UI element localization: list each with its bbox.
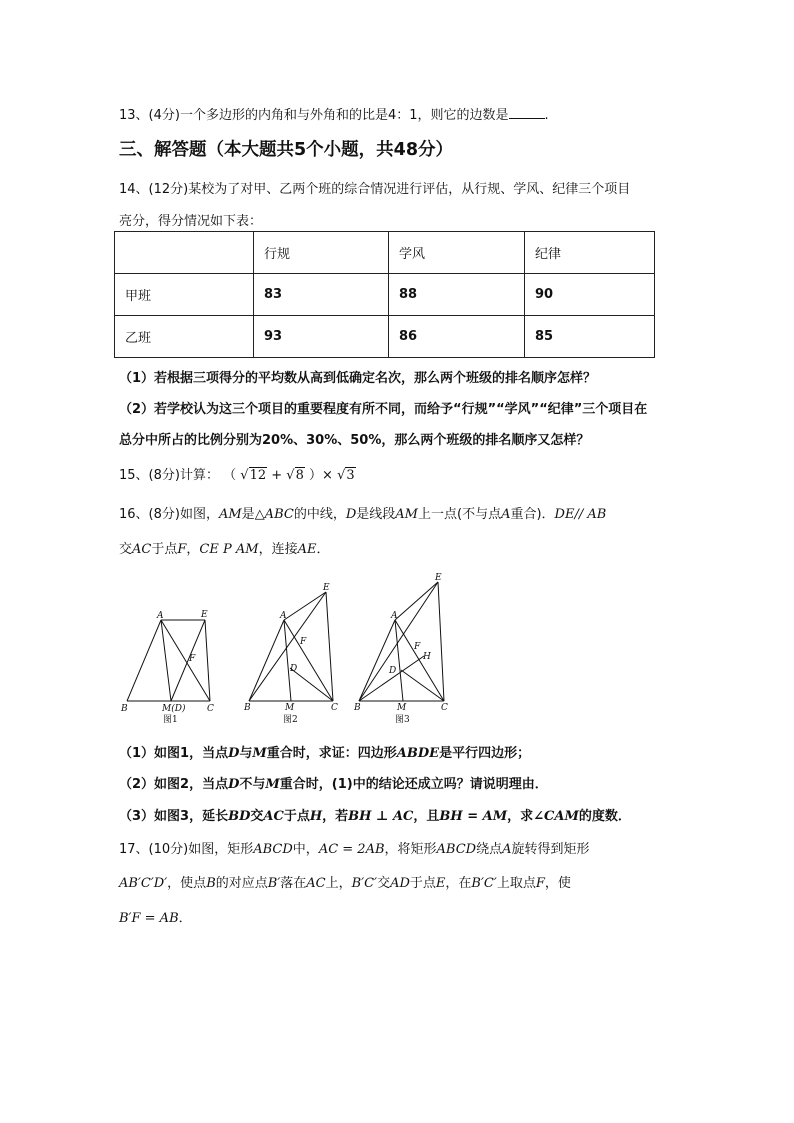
table-cell bbox=[115, 232, 254, 274]
fig2-label-f: F bbox=[300, 637, 307, 647]
fig3-label-a: A bbox=[391, 611, 398, 621]
fig3-label-h: H bbox=[423, 652, 431, 662]
table-cell: 83 bbox=[254, 274, 389, 316]
table-header-row bbox=[115, 232, 655, 274]
question-16-sub1: （1）如图1，当点D与M重合时，求证：四边形ABDE是平行四边形； bbox=[119, 746, 531, 761]
fig3-label-f: F bbox=[414, 642, 421, 652]
question-17-line3: B′F = AB． bbox=[119, 911, 192, 926]
figure-1 bbox=[127, 620, 210, 701]
sqrt-12: √12 bbox=[240, 468, 267, 483]
sqrt-3: √3 bbox=[337, 468, 355, 483]
section-heading: 三、解答题（本大题共5个小题，共48分） bbox=[119, 140, 454, 160]
fig1-caption: 图1 bbox=[163, 715, 178, 725]
sqrt-8: √8 bbox=[286, 468, 304, 483]
table-header: 学风 bbox=[389, 232, 525, 274]
table-header: 纪律 bbox=[525, 232, 655, 274]
fig2-label-b: B bbox=[244, 703, 251, 713]
table-cell: 乙班 bbox=[115, 316, 254, 358]
fig3-label-c: C bbox=[441, 703, 448, 713]
table-cell: 93 bbox=[254, 316, 389, 358]
table-cell: 甲班 bbox=[115, 274, 254, 316]
answer-blank[interactable] bbox=[509, 107, 545, 119]
fig1-label-md: M(D) bbox=[162, 704, 186, 714]
fig1-label-c: C bbox=[207, 704, 214, 714]
fig3-label-m: M bbox=[397, 703, 407, 713]
question-16-sub3: （3）如图3，延长BD交AC于点H，若BH ⊥ AC，且BH = AM，求∠CAM的度数． bbox=[119, 809, 631, 824]
question-14-sub2a: （2）若学校认为这三个项目的重要程度有所不同，而给予“行规”“学风”“纪律”三个项目在 bbox=[119, 402, 648, 417]
table-cell: 86 bbox=[389, 316, 525, 358]
table-header: 行规 bbox=[254, 232, 389, 274]
fig3-label-d: D bbox=[389, 666, 397, 676]
fig3-caption: 图3 bbox=[395, 715, 410, 725]
geometry-figures bbox=[0, 560, 794, 735]
figure-2 bbox=[249, 592, 333, 701]
score-table bbox=[114, 231, 655, 358]
table-row bbox=[115, 274, 655, 316]
fig2-caption: 图2 bbox=[283, 715, 298, 725]
question-15: 15、(8分)计算： （ √12 + √8 ）× √3 bbox=[119, 468, 355, 483]
fig2-label-e: E bbox=[323, 583, 330, 593]
table-cell: 85 bbox=[525, 316, 655, 358]
question-14-line1: 14、(12分)某校为了对甲、乙两个班的综合情况进行评估，从行规、学风、纪律三个项目 bbox=[119, 182, 631, 197]
figure-3 bbox=[359, 582, 444, 701]
fig2-label-a: A bbox=[280, 611, 287, 621]
fig3-label-e: E bbox=[435, 573, 442, 583]
fig2-label-c: C bbox=[331, 703, 338, 713]
table-cell: 90 bbox=[525, 274, 655, 316]
question-17-line2: AB′C′D′，使点B的对应点B′落在AC上，B′C′交AD于点E，在B′C′上取点F，使 bbox=[119, 876, 571, 891]
question-14-line2: 亮分，得分情况如下表： bbox=[119, 214, 263, 229]
question-16-sub2: （2）如图2，当点D不与M重合时，(1)中的结论还成立吗？请说明理由． bbox=[119, 777, 548, 792]
fig1-label-a: A bbox=[157, 611, 164, 621]
question-14-sub1: （1）若根据三项得分的平均数从高到低确定名次，那么两个班级的排名顺序怎样？ bbox=[119, 371, 597, 386]
question-13: 13、(4分)一个多边形的内角和与外角和的比是4：1，则它的边数是 . bbox=[119, 108, 549, 123]
table-cell: 88 bbox=[389, 274, 525, 316]
fig2-label-m: M bbox=[285, 703, 295, 713]
question-16-line1: 16、(8分)如图，AM是△ABC的中线，D是线段AM上一点(不与点A重合)．DE// AB bbox=[119, 507, 607, 522]
fig1-label-e: E bbox=[201, 610, 208, 620]
table-row bbox=[115, 316, 655, 358]
question-16-line2: 交AC于点F，CE P AM，连接AE． bbox=[119, 542, 330, 557]
fig1-label-f: F bbox=[189, 654, 196, 664]
question-14-sub2b: 总分中所占的比例分别为20%、30%、50%，那么两个班级的排名顺序又怎样？ bbox=[119, 433, 590, 448]
fig3-label-b: B bbox=[354, 703, 361, 713]
fig1-label-b: B bbox=[121, 704, 128, 714]
question-17-line1: 17、(10分)如图，矩形ABCD中，AC = 2AB，将矩形ABCD绕点A旋转得到矩形 bbox=[119, 842, 590, 857]
fig2-label-d: D bbox=[290, 664, 298, 674]
